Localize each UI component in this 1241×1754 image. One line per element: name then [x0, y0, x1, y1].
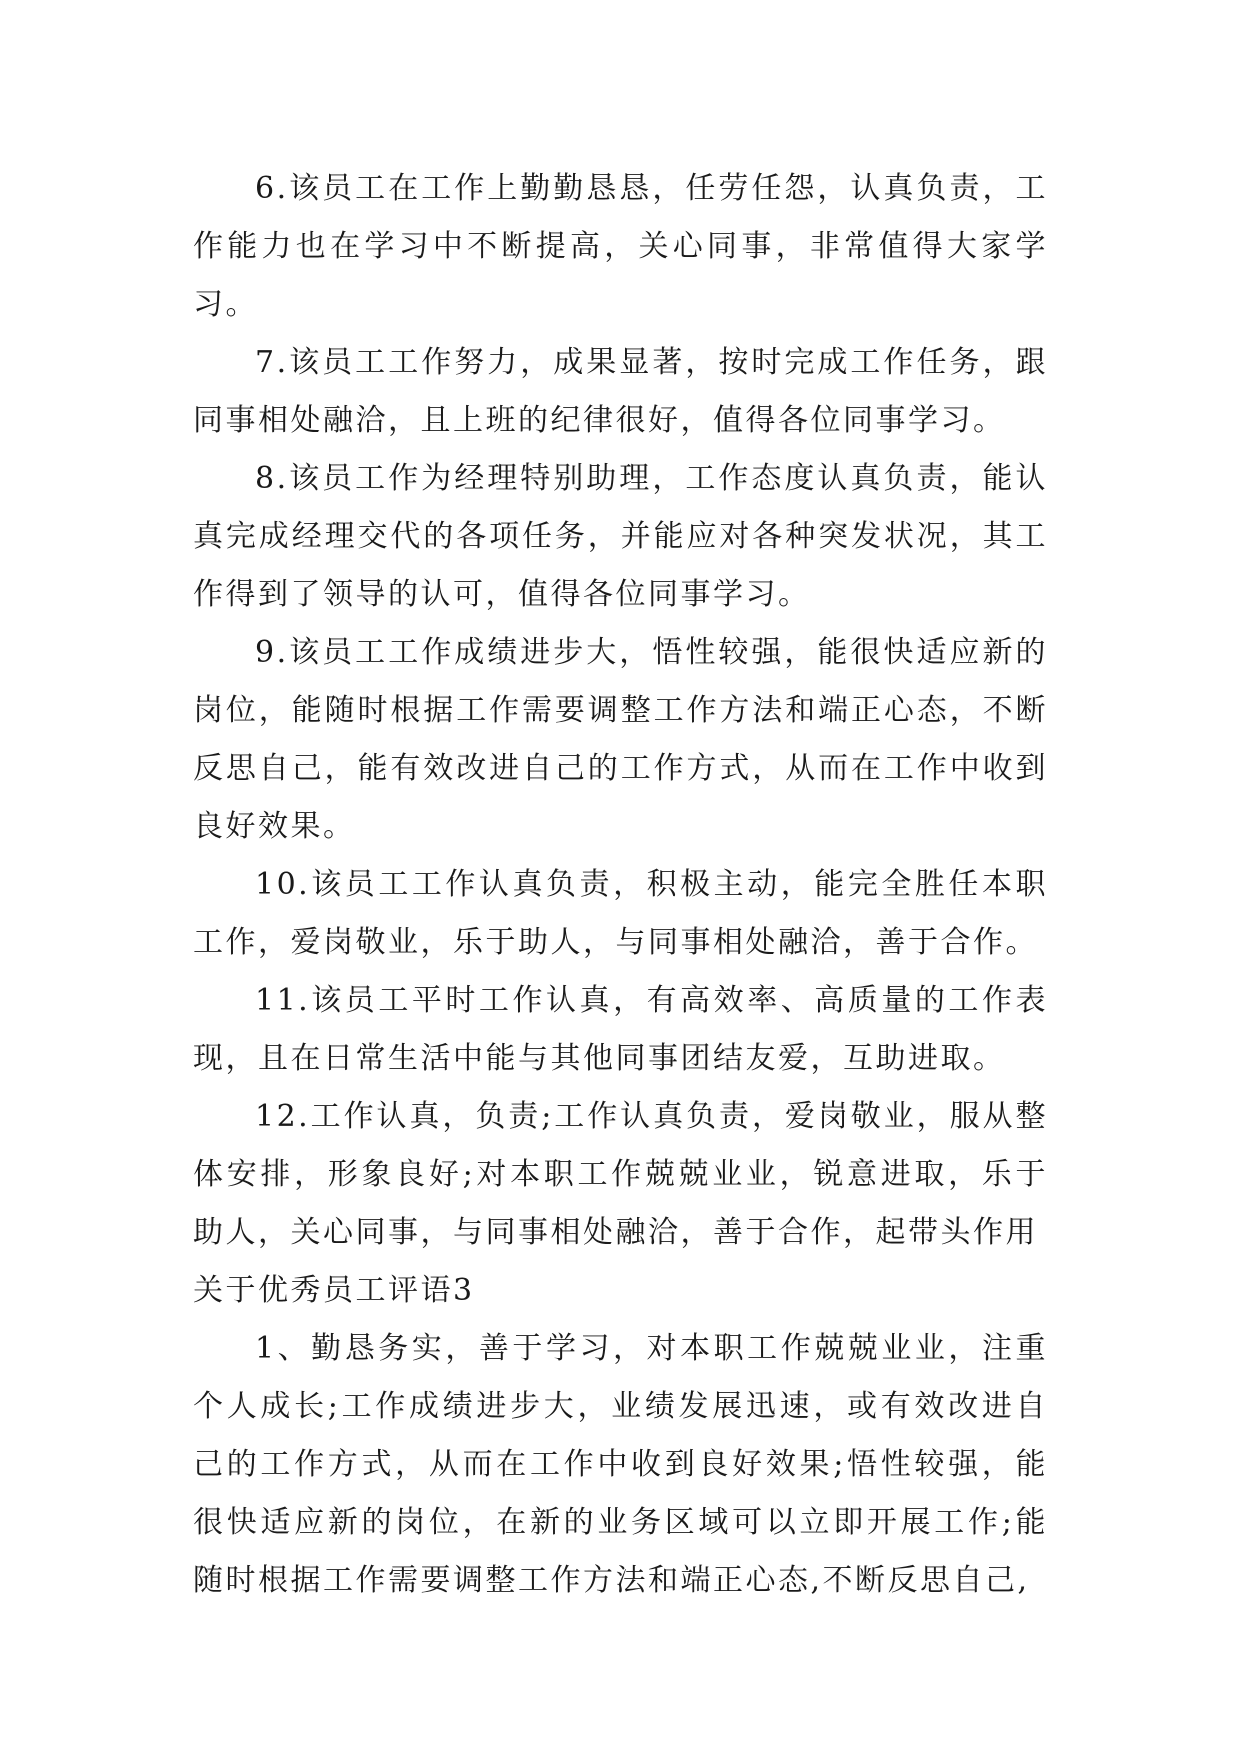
paragraph-item-9: 9.该员工工作成绩进步大，悟性较强，能很快适应新的岗位，能随时根据工作需要调整工作方法和端正心态，不断反思自己，能有效改进自己的工作方式，从而在工作中收到良好效果。: [193, 635, 1048, 844]
paragraph-item-8: 8.该员工作为经理特别助理，工作态度认真负责，能认真完成经理交代的各项任务，并能应对各种突发状况，其工作得到了领导的认可，值得各位同事学习。: [193, 461, 1048, 612]
paragraph-item-1: 1、勤恳务实，善于学习，对本职工作兢兢业业，注重个人成长;工作成绩进步大，业绩发展迅速，或有效改进自己的工作方式，从而在工作中收到良好效果;悟性较强，能很快适应新的岗位，在新的业务区域可以立即开展工作;能随时根据工作需要调整工作方法和端正心态,不断反思自己,: [193, 1331, 1048, 1598]
paragraph-item-12: 12.工作认真，负责;工作认真负责，爱岗敬业，服从整体安排，形象良好;对本职工作兢兢业业，锐意进取，乐于助人，关心同事，与同事相处融洽，善于合作，起带头作用: [193, 1099, 1048, 1250]
paragraph-item-10: 10.该员工工作认真负责，积极主动，能完全胜任本职工作，爱岗敬业，乐于助人，与同事相处融洽，善于合作。: [193, 867, 1048, 960]
paragraph-item-6: 6.该员工在工作上勤勤恳恳，任劳任怨，认真负责，工作能力也在学习中不断提高，关心同事，非常值得大家学习。: [193, 171, 1048, 322]
paragraph-item-11: 11.该员工平时工作认真，有高效率、高质量的工作表现，且在日常生活中能与其他同事团结友爱，互助进取。: [193, 983, 1048, 1076]
paragraph-item-7: 7.该员工工作努力，成果显著，按时完成工作任务，跟同事相处融洽，且上班的纪律很好，值得各位同事学习。: [193, 345, 1048, 438]
document-body: [193, 160, 1048, 1610]
section-heading: 关于优秀员工评语3: [193, 1273, 475, 1308]
